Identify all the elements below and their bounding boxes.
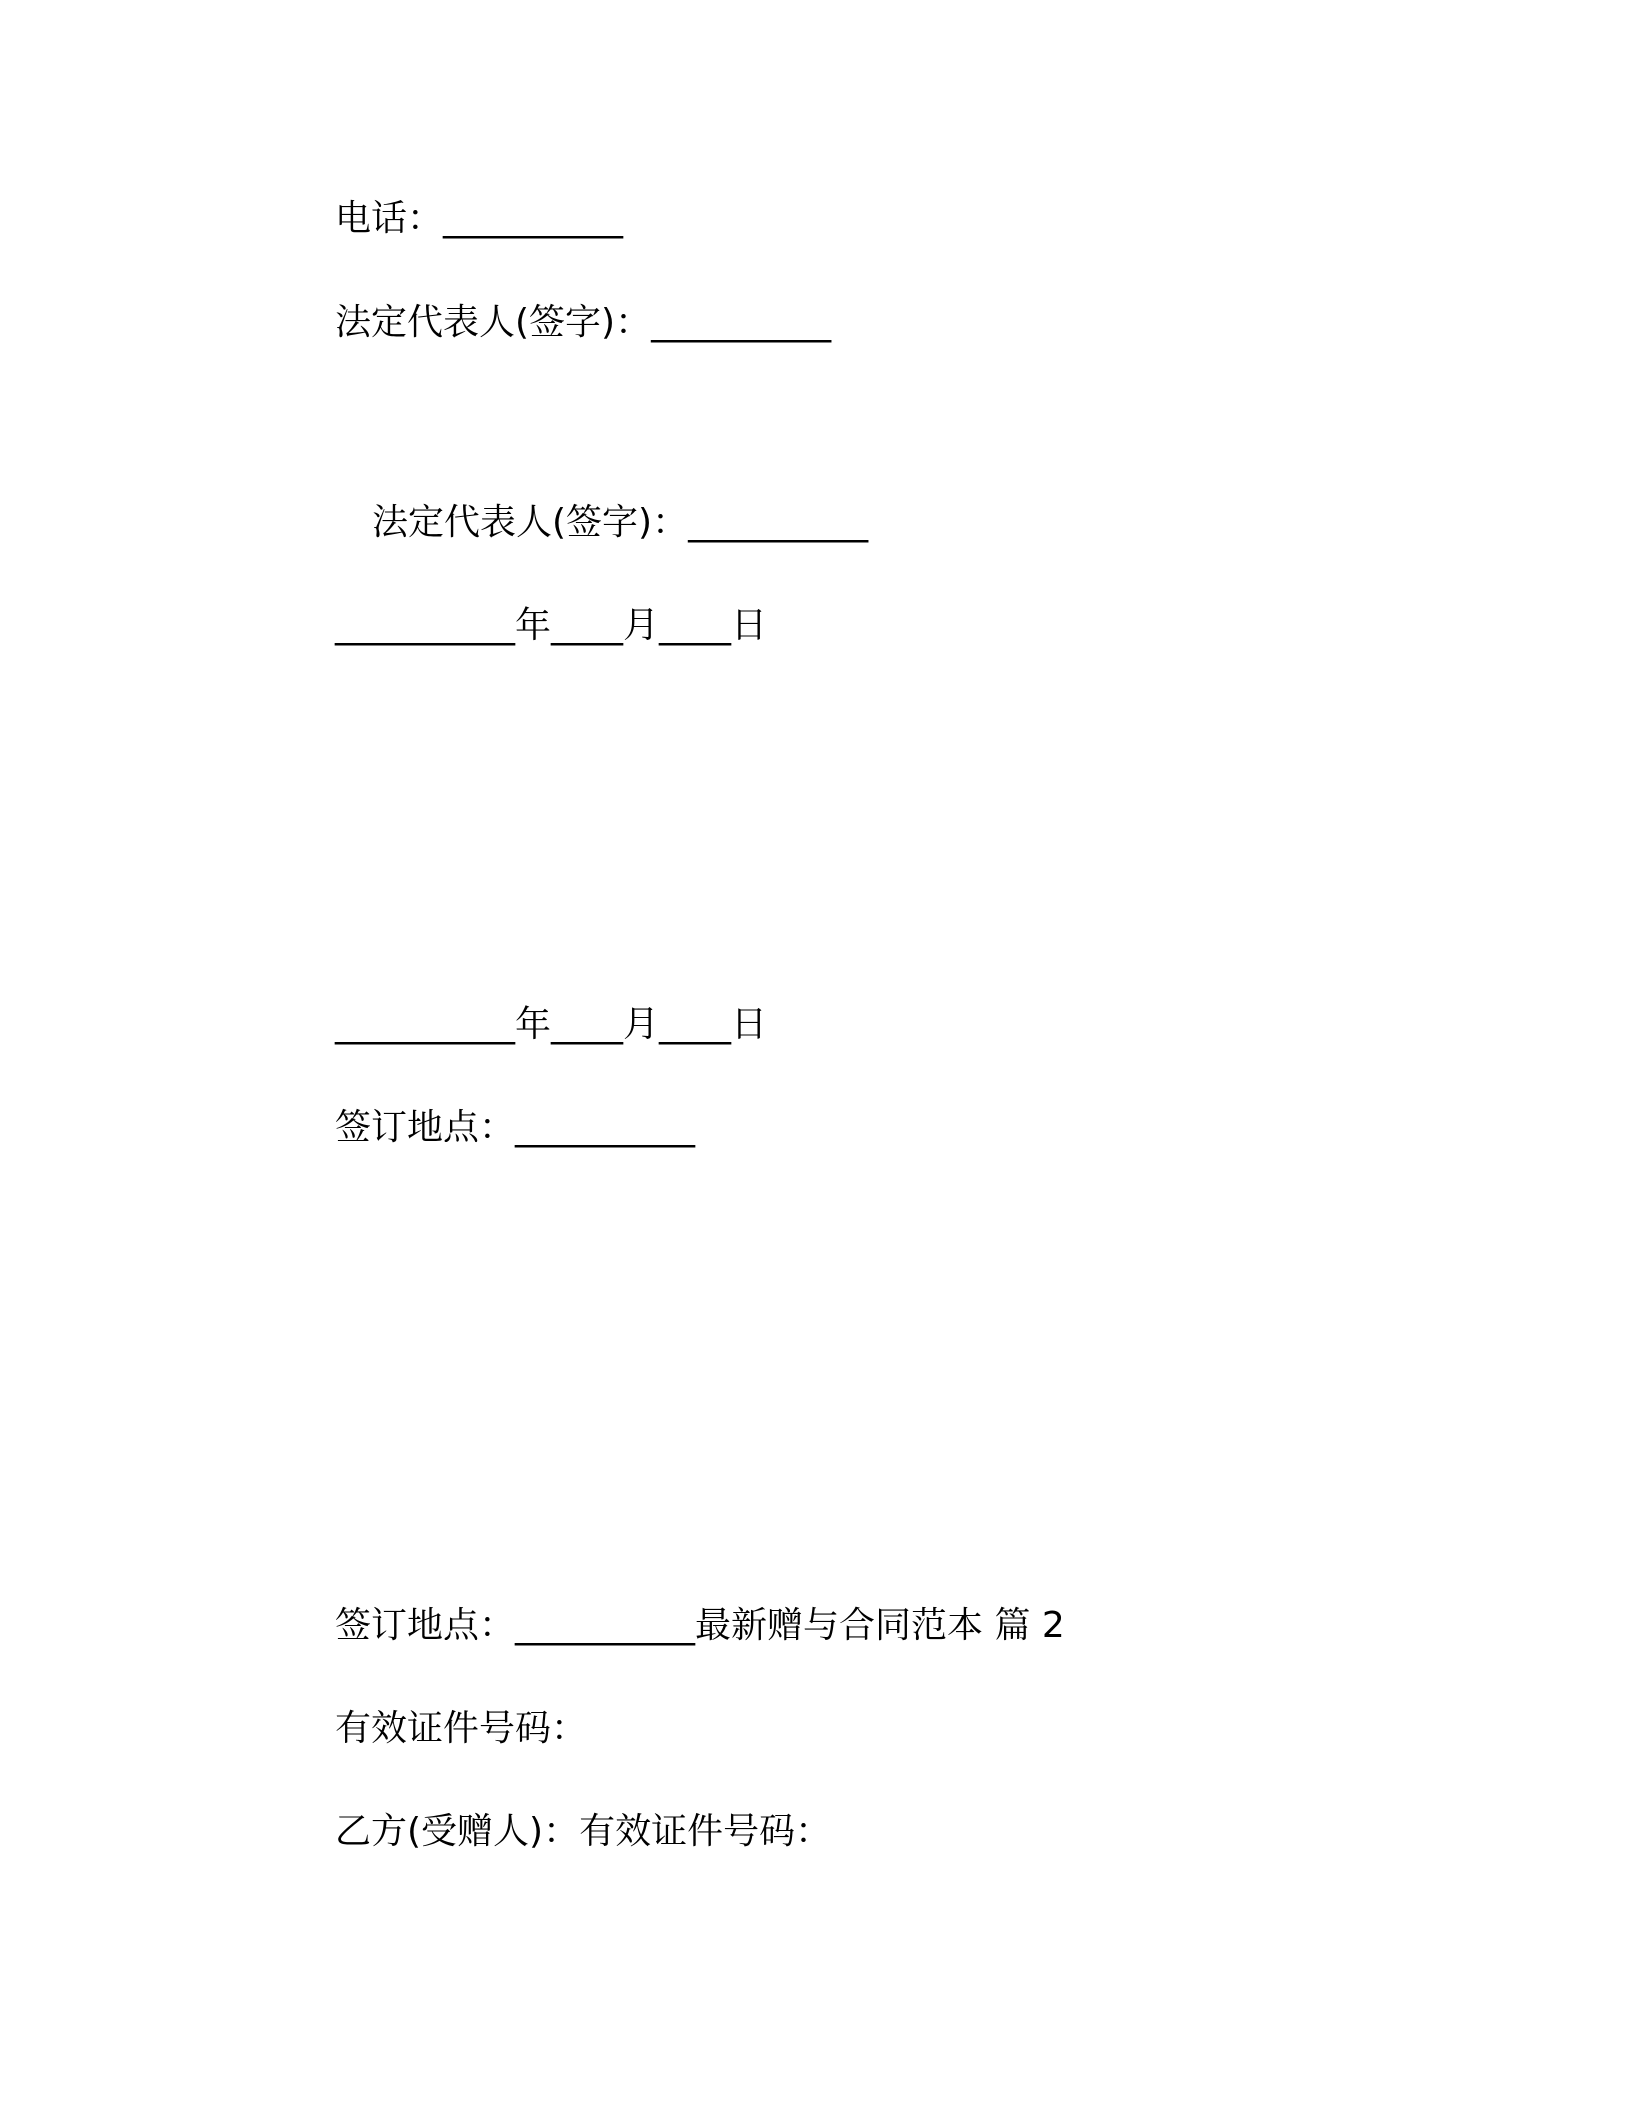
legal-rep-signature-line: 法定代表人(签字)：__________ (372, 502, 869, 543)
date-line: __________年____月____日 (335, 605, 767, 646)
date-line: __________年____月____日 (335, 1004, 767, 1045)
phone-line: 电话：__________ (335, 198, 624, 239)
id-number-line: 有效证件号码： (335, 1708, 588, 1749)
legal-rep-signature-line: 法定代表人(签字)：__________ (335, 302, 832, 343)
signing-place-line: 签订地点：__________ (335, 1107, 696, 1148)
signing-place-heading-line: 签订地点：__________最新赠与合同范本 篇 2 (335, 1605, 1065, 1646)
donee-id-number-line: 乙方(受赠人)：有效证件号码： (335, 1811, 832, 1852)
